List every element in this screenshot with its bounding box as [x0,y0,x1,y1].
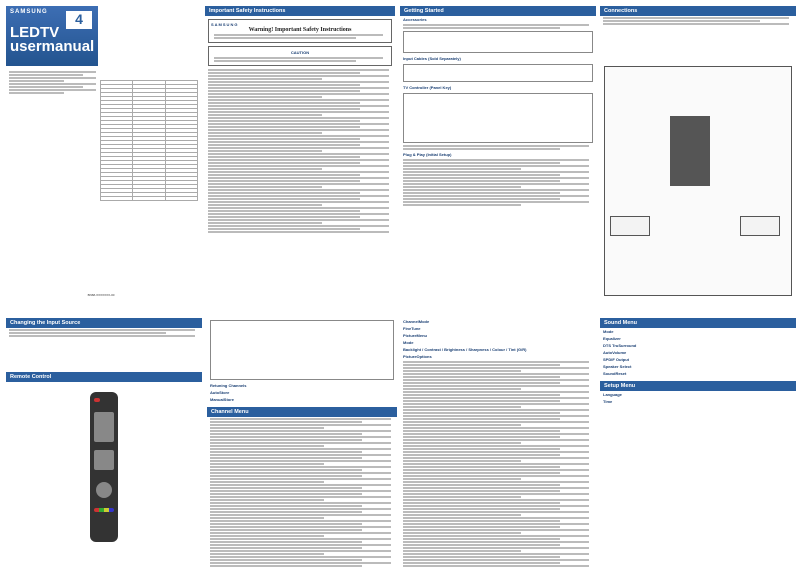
text-line [403,496,521,498]
text-line [208,138,360,140]
text-line [208,123,389,125]
text-line [403,499,589,501]
text-line [208,201,389,203]
text-line [210,493,362,495]
text-line [210,442,391,444]
text-line [208,84,360,86]
autostore-title: AutoStore [210,390,230,395]
text-line [403,189,589,191]
text-line [403,385,589,387]
channel-menu-section [207,318,397,568]
warning-title: Warning! Important Safety Instructions [248,27,352,33]
text-line [403,451,589,453]
text-line [403,376,560,378]
text-line [403,159,589,161]
text-line [210,448,391,450]
text-line [9,332,166,334]
text-line [403,472,560,474]
text-line [403,204,521,206]
remote-control-header: Remote Control [6,372,202,382]
text-line [403,430,560,432]
text-line [403,201,589,203]
text-line [403,27,560,29]
text-line [210,436,391,438]
text-line [403,168,521,170]
text-line [403,198,560,200]
text-line [403,382,560,384]
remote-control-section [6,372,202,568]
text-line [403,406,521,408]
text-line [210,502,391,504]
text-line [208,102,360,104]
text-line [208,117,389,119]
text-line [210,517,324,519]
connections-section [600,6,796,302]
accessories-title: Accessories [403,17,427,22]
text-line [208,114,322,116]
text-line [208,144,360,146]
text-line [210,472,391,474]
getting-started-header: Getting Started [400,6,596,16]
picture-section [400,318,596,568]
text-line [403,448,560,450]
text-line [9,80,64,82]
text-line [403,553,589,555]
text-line [208,165,389,167]
series-badge [66,11,92,29]
text-line [208,153,389,155]
title-line1: LEDTV [10,24,60,41]
text-line [403,502,560,504]
text-line [208,90,360,92]
text-line [403,445,589,447]
text-line [208,219,389,221]
text-line [208,150,322,152]
text-line [403,436,560,438]
text-line [208,210,360,212]
volume-channel-icon [94,450,114,470]
time-title: Time [603,399,613,404]
text-line [210,505,362,507]
text-line [210,532,391,534]
text-line [210,496,391,498]
text-line [210,445,324,447]
text-line [210,478,391,480]
text-line [210,475,362,477]
text-line [403,409,589,411]
text-line [210,544,391,546]
caution-title: CAUTION [290,50,310,55]
equalizer-title: Equalizer [603,336,621,341]
text-line [9,335,195,337]
text-line [9,74,83,76]
title-line2: usermanual [10,38,95,55]
text-line [208,189,389,191]
safety-text [205,69,395,233]
text-line [210,457,362,459]
setup-menu-header: Setup Menu [600,381,796,391]
text-line [403,424,521,426]
text-line [403,394,560,396]
text-line [208,159,389,161]
text-line [403,517,589,519]
text-line [403,148,560,150]
text-line [403,535,589,537]
text-line [210,430,391,432]
text-line [403,439,589,441]
text-line [403,487,589,489]
text-line [210,424,391,426]
input-source-section [6,318,202,368]
backlight-title: Backlight / Contrast / Brightness / Sharpness / Colour / Tint (G/R) [403,347,527,352]
text-line [208,174,360,176]
text-line [210,529,362,531]
text-line [210,466,391,468]
text-line [208,141,389,143]
safety-section [205,6,395,302]
text-line [208,99,389,101]
text-line [208,171,389,173]
cable-images [403,64,593,82]
text-line [208,231,389,233]
tv-controller-diagram [403,93,593,143]
text-line [208,81,389,83]
text-line [403,454,560,456]
text-line [403,529,589,531]
text-line [210,418,391,420]
text-line [210,520,391,522]
text-line [403,186,521,188]
text-line [210,550,391,552]
language-title: Language [603,392,622,397]
text-line [403,388,521,390]
text-line [403,403,589,405]
text-line [208,207,389,209]
text-line [208,69,389,71]
sound-reset-title: SoundReset [603,371,627,376]
series-number: 4 [75,11,83,27]
text-line [9,89,96,91]
warning-box [208,19,392,43]
dts-title: DTS TruSurround [603,343,637,348]
mode-title: Mode [403,340,414,345]
text-line [210,514,391,516]
text-line [403,484,560,486]
text-line [208,186,322,188]
cover-body [6,70,98,300]
sound-mode-title: Mode [603,329,614,334]
text-line [403,162,560,164]
text-line [403,505,589,507]
footer-code [6,292,196,302]
text-line [403,532,521,534]
text-line [403,475,589,477]
text-line [403,520,560,522]
text-line [208,105,389,107]
text-line [210,499,324,501]
text-line [403,469,589,471]
sound-section [600,318,796,568]
cover-panel [6,6,98,66]
text-line [208,180,360,182]
sound-menu-header: Sound Menu [600,318,796,328]
text-line [210,553,324,555]
channel-mode-title: ChannelMode [403,319,430,324]
text-line [403,508,560,510]
text-line [210,469,362,471]
text-line [403,177,589,179]
text-line [208,132,322,134]
text-line [403,463,589,465]
text-line [210,523,362,525]
text-line [208,87,389,89]
text-line [9,83,96,85]
text-line [210,460,391,462]
tv-controller-title: TV Controller (Panel Key) [403,85,452,90]
text-line [403,427,589,429]
channel-menu-header: Channel Menu [207,407,397,417]
brand-logo-small: SAMSUNG [211,22,239,27]
text-line [210,508,391,510]
text-line [403,379,589,381]
text-line [403,559,589,561]
text-line [403,412,560,414]
text-line [403,174,560,176]
text-line [210,535,324,537]
text-line [403,397,589,399]
auto-volume-title: AutoVolume [603,350,627,355]
text-line [210,481,324,483]
text-line [208,72,360,74]
text-line [214,60,356,62]
text-line [403,400,560,402]
product-code: BN68-XXXXXXX-00 [87,293,115,297]
brand-logo: SAMSUNG [10,9,48,15]
picture-options-title: PictureOptions [403,354,432,359]
color-buttons-icon [94,508,114,512]
text-line [210,490,391,492]
text-line [210,433,362,435]
text-line [208,192,360,194]
number-pad-icon [94,412,114,442]
text-line [403,493,589,495]
manualstore-title: ManualStore [210,397,235,402]
text-line [403,544,560,546]
text-line [210,511,362,513]
text-line [208,195,389,197]
dvd-player-image [610,216,650,236]
text-line [210,559,362,561]
text-line [403,556,560,558]
text-line [210,487,362,489]
remote-control-image [90,392,118,542]
text-line [210,427,324,429]
text-line [214,57,383,59]
text-line [403,460,521,462]
text-line [403,457,589,459]
text-line [208,168,322,170]
text-line [208,135,389,137]
text-line [210,526,391,528]
accessory-images [403,31,593,53]
input-source-header: Changing the Input Source [6,318,202,328]
text-line [403,373,589,375]
text-line [208,108,360,110]
connections-header: Connections [600,6,796,16]
tv-rear-panel [670,116,710,186]
text-line [403,541,589,543]
text-line [403,415,589,417]
text-line [208,126,360,128]
safety-header: Important Safety Instructions [205,6,395,16]
text-line [210,439,362,441]
text-line [208,78,322,80]
text-line [9,92,64,94]
text-line [403,145,589,147]
text-line [403,526,560,528]
text-line [403,562,560,564]
text-line [210,547,362,549]
text-line [403,370,521,372]
text-line [403,180,560,182]
text-line [403,523,589,525]
text-line [9,329,195,331]
speaker-select-title: Speaker Select [603,364,632,369]
text-line [403,24,589,26]
text-line [403,364,560,366]
text-line [210,538,391,540]
text-line [208,216,360,218]
text-line [403,171,589,173]
text-line [210,454,391,456]
text-line [403,565,589,567]
text-line [210,562,391,564]
text-line [208,111,389,113]
text-line [403,421,589,423]
text-line [208,183,389,185]
text-line [208,120,360,122]
text-line [403,418,560,420]
text-line [403,442,521,444]
channel-text [207,418,397,567]
text-line [603,20,760,22]
text-line [403,547,589,549]
dpad-icon [96,482,112,498]
text-line [208,225,389,227]
text-line [403,481,589,483]
text-line [208,204,322,206]
text-line [403,367,589,369]
text-line [208,75,389,77]
picture-menu-title: PictureMenu [403,333,428,338]
text-line [208,213,389,215]
text-line [403,466,560,468]
text-line [210,565,362,567]
text-line [214,34,383,36]
text-line [208,156,360,158]
text-line [403,478,521,480]
channel-table [210,320,394,380]
spdif-title: SPDIF Output [603,357,629,362]
text-line [210,451,362,453]
text-line [403,183,589,185]
text-line [403,433,589,435]
text-line [403,538,560,540]
input-cables-title: Input Cables (Sold Separately) [403,56,461,61]
text-line [9,86,83,88]
text-line [9,77,96,79]
contact-table [100,80,198,290]
text-line [208,198,360,200]
caution-box [208,46,392,66]
finetune-title: FineTune [403,326,421,331]
text-line [210,463,324,465]
plug-play-title: Plug & Play (Initial Setup) [403,152,452,157]
text-line [208,177,389,179]
text-line [403,514,521,516]
text-line [210,541,362,543]
text-line [210,556,391,558]
text-line [403,550,521,552]
text-line [9,71,96,73]
text-line [603,17,789,19]
text-line [208,222,322,224]
text-line [208,228,360,230]
text-line [403,391,589,393]
text-line [403,490,560,492]
plug-play-text [400,159,596,206]
text-line [403,165,589,167]
text-line [403,192,560,194]
text-line [210,484,391,486]
text-line [210,421,362,423]
text-line [214,37,356,39]
text-line [603,23,789,25]
power-button-icon [94,398,100,402]
retuning-title: Retuning Channels [210,383,247,388]
picture-text [400,361,596,568]
text-line [403,195,589,197]
text-line [208,96,322,98]
av-device-image [740,216,780,236]
contact-grid [100,80,198,201]
text-line [403,361,589,363]
text-line [403,511,589,513]
text-line [208,93,389,95]
text-line [208,147,389,149]
text-line [208,162,360,164]
getting-started-section [400,6,596,302]
text-line [208,129,389,131]
